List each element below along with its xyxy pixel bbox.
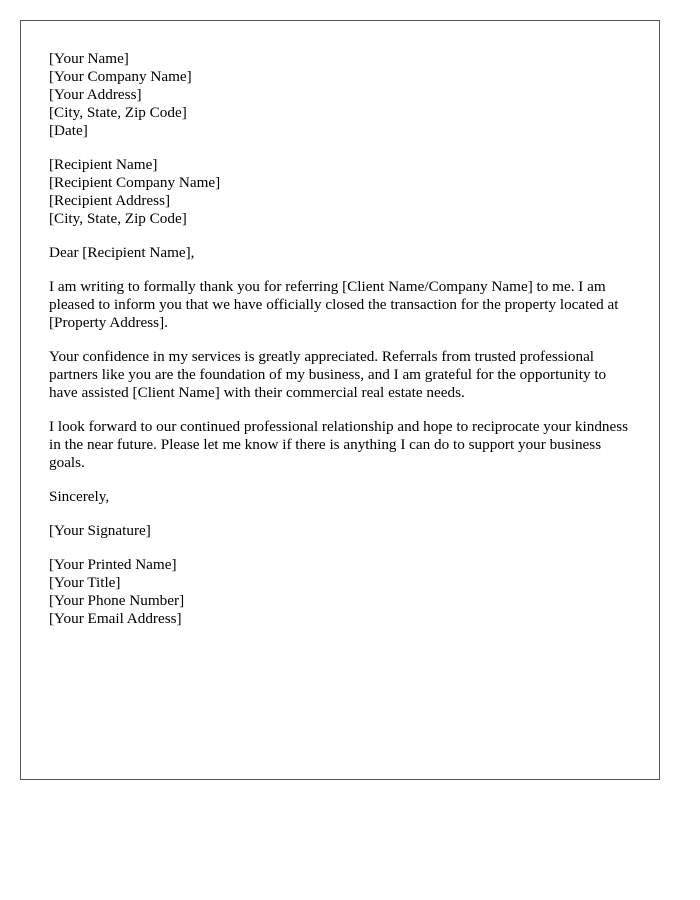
phone-number: [Your Phone Number] (49, 592, 185, 609)
body-paragraph-2: Your confidence in my services is greatly appreciated. Referrals from trusted professional partners like you are the foundation of my business, and I am grateful for the opportunity to have assisted [Client Name] with their commercial real estate needs. (49, 348, 607, 401)
sender-company: [Your Company Name] (49, 68, 192, 85)
closing: Sincerely, (49, 488, 110, 505)
sender-address-block (49, 50, 631, 140)
sender-city-state-zip: [City, State, Zip Code] (49, 104, 187, 121)
recipient-address: [Recipient Address] (49, 192, 171, 209)
letter-page (20, 20, 660, 780)
sender-address: [Your Address] (49, 86, 142, 103)
letter-date: [Date] (49, 122, 88, 139)
printed-name: [Your Printed Name] (49, 556, 177, 573)
recipient-address-block (49, 156, 631, 228)
recipient-company: [Recipient Company Name] (49, 174, 221, 191)
salutation: Dear [Recipient Name], (49, 244, 195, 261)
body-paragraph-1: I am writing to formally thank you for referring [Client Name/Company Name] to me. I am pleased to inform you that we have officially closed the transaction for the property located at [Property Address]. (49, 278, 619, 331)
signature-placeholder: [Your Signature] (49, 522, 151, 539)
recipient-name: [Recipient Name] (49, 156, 158, 173)
email-address: [Your Email Address] (49, 610, 182, 627)
body-paragraph-3: I look forward to our continued professional relationship and hope to reciprocate your kindness in the near future. Please let me know if there is anything I can do to support your business goals. (49, 418, 629, 471)
sender-name: [Your Name] (49, 50, 129, 67)
title: [Your Title] (49, 574, 121, 591)
recipient-city-state-zip: [City, State, Zip Code] (49, 210, 187, 227)
signoff-block (49, 556, 631, 628)
